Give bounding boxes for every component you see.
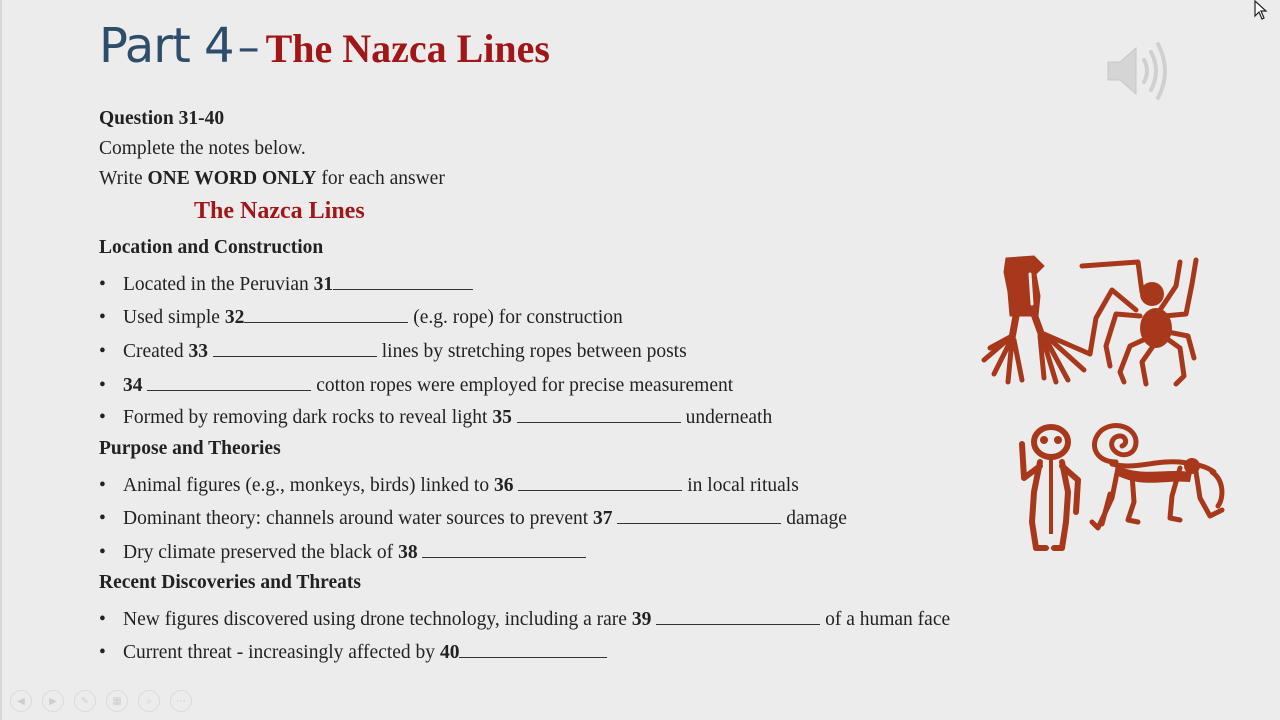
bullet: • xyxy=(99,542,106,563)
nazca-astronaut-icon xyxy=(1018,422,1084,557)
note-item-38 xyxy=(99,539,586,564)
question-number: 32 xyxy=(224,307,245,328)
more-options-icon[interactable]: ⋯ xyxy=(170,690,192,712)
answer-blank-34[interactable] xyxy=(147,372,311,391)
question-number: 31 xyxy=(313,274,334,295)
previous-slide-icon[interactable]: ◀ xyxy=(10,690,32,712)
answer-blank-35[interactable] xyxy=(517,404,681,423)
note-item-39 xyxy=(99,606,950,631)
bullet: • xyxy=(99,375,106,396)
note-item-40 xyxy=(99,639,607,664)
note-text: Animal figures (e.g., monkeys, birds) linked to xyxy=(123,475,494,496)
note-text: in local rituals xyxy=(682,475,799,496)
note-text: cotton ropes were employed for precise measurement xyxy=(311,375,734,396)
next-slide-icon[interactable]: ▶ xyxy=(42,690,64,712)
question-number: 38 xyxy=(398,542,418,563)
slides-grid-icon[interactable]: ▦ xyxy=(106,690,128,712)
question-range: Question 31-40 xyxy=(99,108,225,129)
note-text: lines by stretching ropes between posts xyxy=(376,341,687,362)
section-heading-purpose: Purpose and Theories xyxy=(99,438,281,459)
question-number: 34 xyxy=(123,375,143,396)
note-item-35 xyxy=(99,404,772,429)
note-text: underneath xyxy=(680,407,773,428)
nazca-monkey-icon xyxy=(1082,418,1228,538)
answer-blank-40[interactable] xyxy=(459,639,607,658)
notes-subtitle: The Nazca Lines xyxy=(194,198,365,224)
answer-blank-37[interactable] xyxy=(617,505,781,524)
bullet: • xyxy=(99,407,106,428)
answer-blank-33[interactable] xyxy=(213,338,377,357)
speaker-icon[interactable] xyxy=(1104,38,1174,104)
note-text: Dry climate preserved the black of xyxy=(123,542,399,563)
question-number: 40 xyxy=(439,642,460,663)
question-number: 33 xyxy=(188,341,209,362)
title-topic: The Nazca Lines xyxy=(265,26,550,71)
instruction-line-2 xyxy=(99,168,445,190)
question-number: 39 xyxy=(631,609,652,630)
note-item-33 xyxy=(99,338,687,363)
section-heading-discoveries: Recent Discoveries and Threats xyxy=(99,572,361,593)
note-text: Formed by removing dark rocks to reveal light xyxy=(123,407,493,428)
answer-blank-32[interactable] xyxy=(244,304,408,323)
question-number: 36 xyxy=(493,475,514,496)
nazca-spider-icon xyxy=(1076,254,1201,389)
instruction-prefix: Write xyxy=(99,168,148,189)
note-item-32 xyxy=(99,304,623,329)
note-text: Current threat - increasingly affected by xyxy=(123,642,440,663)
answer-blank-31[interactable] xyxy=(333,271,473,290)
note-text: Located in the Peruvian xyxy=(123,274,314,295)
note-text: damage xyxy=(781,508,847,529)
mouse-cursor-icon xyxy=(1254,0,1268,20)
note-item-37 xyxy=(99,505,847,530)
instruction-line-1: Complete the notes below. xyxy=(99,138,306,159)
bullet: • xyxy=(99,475,106,496)
instruction-bold: ONE WORD ONLY xyxy=(147,168,317,189)
bullet: • xyxy=(99,642,106,663)
bullet: • xyxy=(99,341,106,362)
answer-blank-38[interactable] xyxy=(422,539,586,558)
note-text: Dominant theory: channels around water sources to prevent xyxy=(123,508,594,529)
instruction-suffix: for each answer xyxy=(316,168,445,189)
title-part: Part 4 xyxy=(99,18,234,74)
slideshow-toolbar xyxy=(10,690,192,712)
answer-blank-36[interactable] xyxy=(518,472,682,491)
note-text: Created xyxy=(123,341,189,362)
slide-title xyxy=(99,18,550,74)
note-text: of a human face xyxy=(820,609,951,630)
bullet: • xyxy=(99,307,106,328)
bullet: • xyxy=(99,274,106,295)
pen-icon[interactable]: ✎ xyxy=(74,690,96,712)
bullet: • xyxy=(99,508,106,529)
question-number: 35 xyxy=(492,407,512,428)
bullet: • xyxy=(99,609,106,630)
zoom-icon[interactable]: ⌕ xyxy=(138,690,160,712)
note-text: New figures discovered using drone technology, including a rare xyxy=(123,609,632,630)
note-text: Used simple xyxy=(123,307,225,328)
note-item-34 xyxy=(99,372,733,397)
answer-blank-39[interactable] xyxy=(656,606,820,625)
note-text: (e.g. rope) for construction xyxy=(408,307,623,328)
section-heading-location: Location and Construction xyxy=(99,237,324,258)
title-dash: – xyxy=(237,22,260,73)
note-item-31 xyxy=(99,271,473,296)
question-number: 37 xyxy=(593,508,613,529)
note-item-36 xyxy=(99,472,799,497)
